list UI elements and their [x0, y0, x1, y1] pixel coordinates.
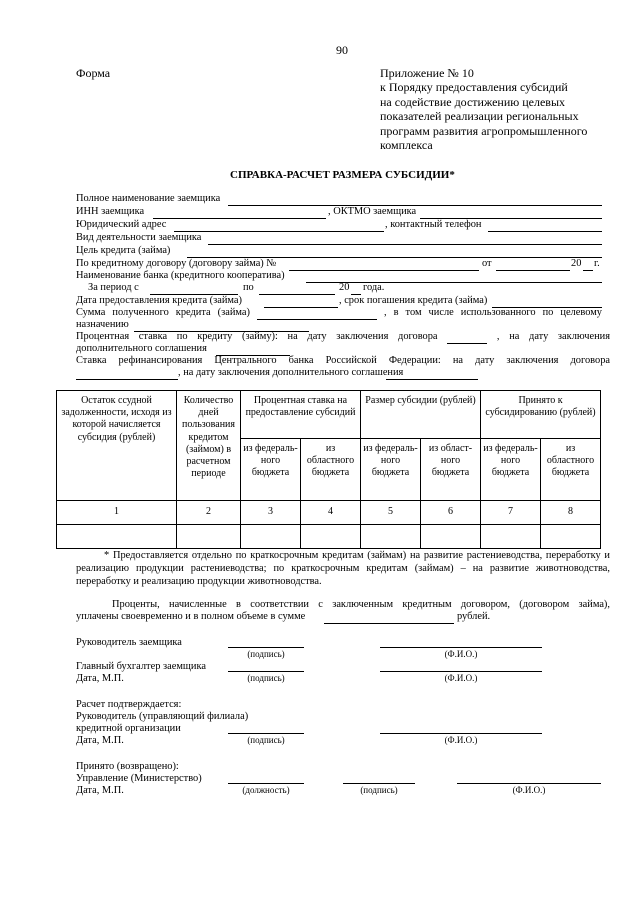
amount-target-label-cont: назначению [76, 319, 129, 330]
group-rate-header: Процентная ставка на предоставление субсидий [241, 391, 361, 439]
credit-org-label: кредитной организации [76, 723, 181, 734]
accepted-label: Принято (возвращено): [76, 761, 179, 772]
agreement-date-field[interactable] [496, 270, 570, 271]
period-label: За период с [88, 282, 139, 293]
sub-header-reg: из областного бюджета [301, 439, 361, 501]
period-year-suffix: года. [363, 282, 385, 293]
cbr-rate-label: Ставка рефинансирования Центрального банка Российской Федерации: на дату заключения договора [76, 355, 610, 366]
table-cell[interactable] [541, 525, 601, 549]
column-number: 4 [301, 501, 361, 525]
bank-field[interactable] [306, 282, 602, 283]
appendix-line: программ развития агропромышленного [380, 124, 588, 138]
accountant-fio-line[interactable] [380, 671, 542, 672]
legal-address-field[interactable] [174, 231, 384, 232]
sub-header-reg: из област-ного бюджета [421, 439, 481, 501]
agreement-label: По кредитному договору (договору займа) № [76, 258, 277, 269]
table-cell[interactable] [241, 525, 301, 549]
position-caption: (должность) [242, 785, 290, 795]
full-name-label: Полное наименование заемщика [76, 193, 221, 204]
date-mp-label: Дата, М.П. [76, 673, 124, 684]
subsidy-table [56, 390, 601, 549]
appendix-line: к Порядку предоставления субсидий [380, 80, 568, 94]
accountant-label: Главный бухгалтер заемщика [76, 661, 206, 672]
table-cell[interactable] [177, 525, 241, 549]
signature-caption: (подпись) [247, 735, 285, 745]
signature-caption: (подпись) [247, 649, 285, 659]
column-number: 7 [481, 501, 541, 525]
sub-header-fed: из федераль-ного бюджета [361, 439, 421, 501]
sub-header-reg: из областного бюджета [541, 439, 601, 501]
head-fio-line[interactable] [380, 647, 542, 648]
fio-caption: (Ф.И.О.) [444, 649, 478, 659]
purpose-label: Цель кредита (займа) [76, 245, 171, 256]
fio-caption: (Ф.И.О.) [512, 785, 546, 795]
cbr-contract-field[interactable] [76, 379, 178, 380]
rate-supplement-label-cont: дополнительного соглашения [76, 343, 207, 354]
interest-amount-label: уплачены своевременно и в полном объеме в сумме [76, 611, 306, 622]
head-label: Руководитель заемщика [76, 637, 182, 648]
confirmed-label: Расчет подтверждается: [76, 699, 182, 710]
agreement-year-suffix: г. [594, 258, 600, 269]
column-number: 2 [177, 501, 241, 525]
column-number: 6 [421, 501, 481, 525]
fio-caption: (Ф.И.О.) [444, 735, 478, 745]
date-mp-label: Дата, М.П. [76, 735, 124, 746]
rate-supplement-label: , на дату заключения [496, 331, 610, 342]
table-cell[interactable] [361, 525, 421, 549]
head-signature-line[interactable] [228, 647, 304, 648]
sub-header-fed: из федераль-ного бюджета [241, 439, 301, 501]
amount-line [76, 307, 602, 320]
signature-caption: (подпись) [247, 673, 285, 683]
form-label: Форма [76, 66, 111, 80]
col-days-header: Количество дней пользования кредитом (займом) в расчетном периоде [177, 391, 241, 501]
column-number: 8 [541, 501, 601, 525]
rate-contract-field[interactable] [447, 331, 487, 344]
column-number: 5 [361, 501, 421, 525]
phone-field[interactable] [488, 231, 602, 232]
date-mp-label: Дата, М.П. [76, 785, 124, 796]
table-row [57, 525, 601, 549]
document-title: СПРАВКА-РАСЧЕТ РАЗМЕРА СУБСИДИИ* [230, 169, 455, 181]
appendix-line: на содействие достижению целевых [380, 95, 566, 109]
table-cell[interactable] [481, 525, 541, 549]
repay-date-label: , срок погашения кредита (займа) [339, 295, 488, 306]
agreement-number-field[interactable] [289, 270, 479, 271]
cbr-line [76, 355, 610, 367]
amount-field[interactable] [257, 307, 377, 320]
bank-label: Наименование банка (кредитного кооператива) [76, 270, 285, 281]
accountant-signature-line[interactable] [228, 671, 304, 672]
issue-date-label: Дата предоставления кредита (займа) [76, 295, 242, 306]
interest-amount-field[interactable] [324, 623, 454, 624]
ministry-fio-line[interactable] [457, 783, 601, 784]
bank-fio-line[interactable] [380, 733, 542, 734]
group-accepted-header: Принято к субсидированию (рублей) [481, 391, 601, 439]
oktmo-label: , ОКТМО заемщика [328, 206, 417, 217]
table-cell[interactable] [301, 525, 361, 549]
table-cell[interactable] [57, 525, 177, 549]
ministry-position-line[interactable] [228, 783, 304, 784]
agreement-year-field[interactable] [583, 270, 593, 271]
footnote: * Предоставляется отдельно по краткосрочным кредитам (займам) на развитие растениеводства, переработку и реализацию продукции растениеводства; по краткосрочным кредитам (займам) – на развитие животноводства, переработку и реализацию продукции животноводства. [76, 550, 610, 587]
amount-target-label: , в том числе использованного по целевому [384, 307, 602, 318]
interest-line: Проценты, начисленные в соответствии с заключенным кредитным договором, (договором займа), [112, 599, 610, 610]
group-size-header: Размер субсидии (рублей) [361, 391, 481, 439]
period-year-prefix: 20 [339, 282, 350, 293]
sub-header-fed: из федераль-ного бюджета [481, 439, 541, 501]
inn-field[interactable] [153, 218, 326, 219]
col-balance-header: Остаток ссудной задолженности, исходя из которой начисляется субсидия (рублей) [57, 391, 177, 501]
period-to-field[interactable] [259, 294, 335, 295]
table-cell[interactable] [421, 525, 481, 549]
rate-contract-label: Процентная ставка по кредиту (займу): на дату заключения договора [76, 331, 438, 342]
ministry-signature-line[interactable] [343, 783, 415, 784]
amount-label: Сумма полученного кредита (займа) [76, 307, 250, 318]
agreement-from-label: от [482, 258, 492, 269]
phone-label: , контактный телефон [385, 219, 482, 230]
column-number: 1 [57, 501, 177, 525]
agreement-year-prefix: 20 [571, 258, 582, 269]
branch-head-label: Руководитель (управляющий филиала) [76, 711, 249, 722]
cbr-supplement-label: , на дату заключения дополнительного соглашения [178, 367, 404, 378]
interest-currency: рублей. [457, 611, 491, 622]
appendix-line: комплекса [380, 138, 433, 152]
column-number-row [57, 501, 601, 525]
bank-signature-line[interactable] [228, 733, 304, 734]
appendix-line: Приложение № 10 [380, 66, 474, 80]
signature-caption: (подпись) [360, 785, 398, 795]
period-to-label: по [243, 282, 254, 293]
column-number: 3 [241, 501, 301, 525]
fio-caption: (Ф.И.О.) [444, 673, 478, 683]
legal-address-label: Юридический адрес [76, 219, 167, 230]
inn-label: ИНН заемщика [76, 206, 145, 217]
ministry-label: Управление (Министерство) [76, 773, 202, 784]
cbr-supplement-field[interactable] [386, 379, 478, 380]
appendix-line: показателей реализации региональных [380, 109, 579, 123]
activity-field[interactable] [208, 244, 602, 245]
page-number: 90 [336, 43, 348, 57]
activity-label: Вид деятельности заемщика [76, 232, 202, 243]
